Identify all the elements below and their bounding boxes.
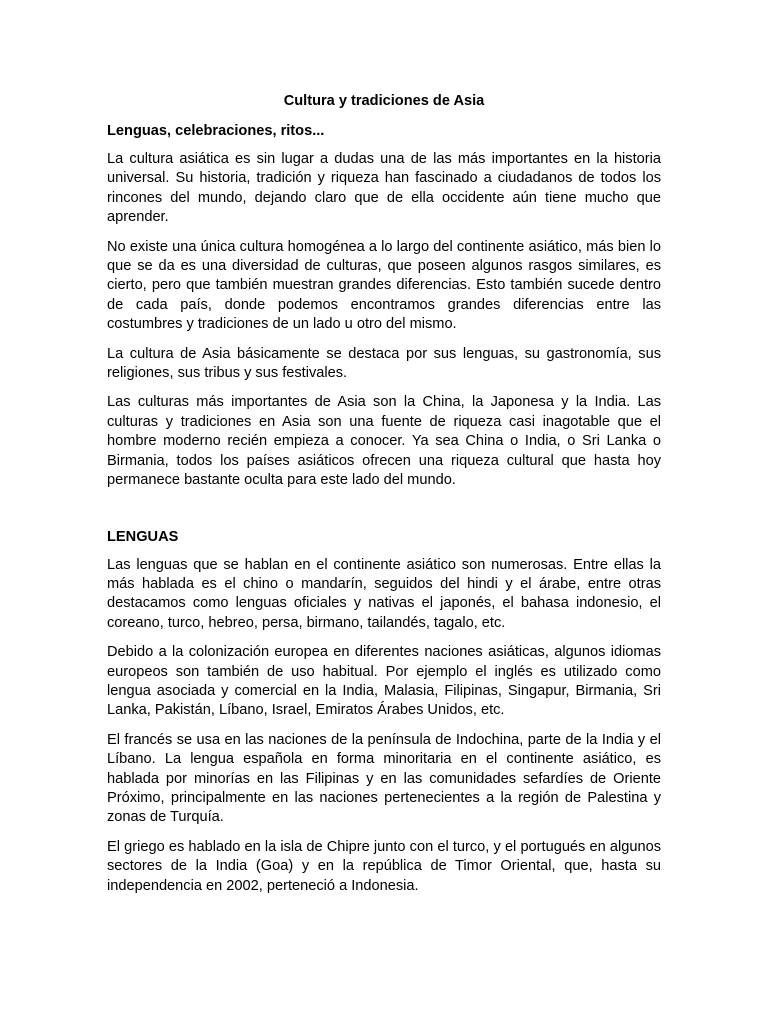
intro-paragraph: No existe una única cultura homogénea a lo largo del continente asiático, más bien lo que se da es una diversidad de culturas, que poseen algunos rasgos similares, es cierto, pero que también muestran grandes diferencias. Esto también sucede dentro de cada país, donde podemos encontramos grandes diferencias entre las costumbres y tradiciones de un lado u otro del mismo. [107,238,661,333]
document-subtitle: Lenguas, celebraciones, ritos... [107,123,325,139]
document-title: Cultura y tradiciones de Asia [283,93,485,109]
intro-paragraph: La cultura asiática es sin lugar a dudas una de las más importantes en la historia universal. Su historia, tradición y riqueza han fascinado a ciudadanos de todos los rincones del mundo, dejando claro que de ella occidente aún tiene mucho que aprender. [107,151,661,226]
section-paragraph: El francés se usa en las naciones de la península de Indochina, parte de la India y el Líbano. La lengua española en forma minoritaria en el continente asiático, es hablada por minorías en las Filipinas y en las comunidades sefardíes de Oriente Próximo, principalmente en las naciones pertenecientes a la región de Palestina y zonas de Turquía. [107,731,661,826]
section-paragraph: Debido a la colonización europea en diferentes naciones asiáticas, algunos idiomas europeos son también de uso habitual. Por ejemplo el inglés es utilizado como lengua asociada y comercial en la India, Malasia, Filipinas, Singapur, Birmania, Sri Lanka, Pakistán, Líbano, Israel, Emiratos Árabes Unidos, etc. [107,644,661,719]
section-paragraph: El griego es hablado en la isla de Chipre junto con el turco, y el portugués en algunos sectores de la India (Goa) y en la república de Timor Oriental, que, hasta su independencia en 2002, perteneció a Indonesia. [107,838,661,894]
intro-paragraph: Las culturas más importantes de Asia son la China, la Japonesa y la India. Las culturas y tradiciones en Asia son una fuente de riqueza casi inagotable que el hombre moderno recién empieza a conocer. Ya sea China o India, o Sri Lanka o Birmania, todos los países asiáticos ofrecen una riqueza cultural que hasta hoy permanece bastante oculta para este lado del mundo. [107,394,661,489]
document-page [107,91,661,906]
section-paragraph: Las lenguas que se hablan en el continente asiático son numerosas. Entre ellas la más hablada es el chino o mandarín, seguidos del hindi y el árabe, entre otras destacamos como lenguas oficiales y nativas el japonés, el bahasa indonesio, el coreano, turco, hebreo, persa, birmano, tailandés, tagalo, etc. [107,556,661,631]
intro-paragraph: La cultura de Asia básicamente se destaca por sus lenguas, su gastronomía, sus religiones, sus tribus y sus festivales. [107,345,661,382]
section-heading-lenguas: LENGUAS [107,528,179,545]
